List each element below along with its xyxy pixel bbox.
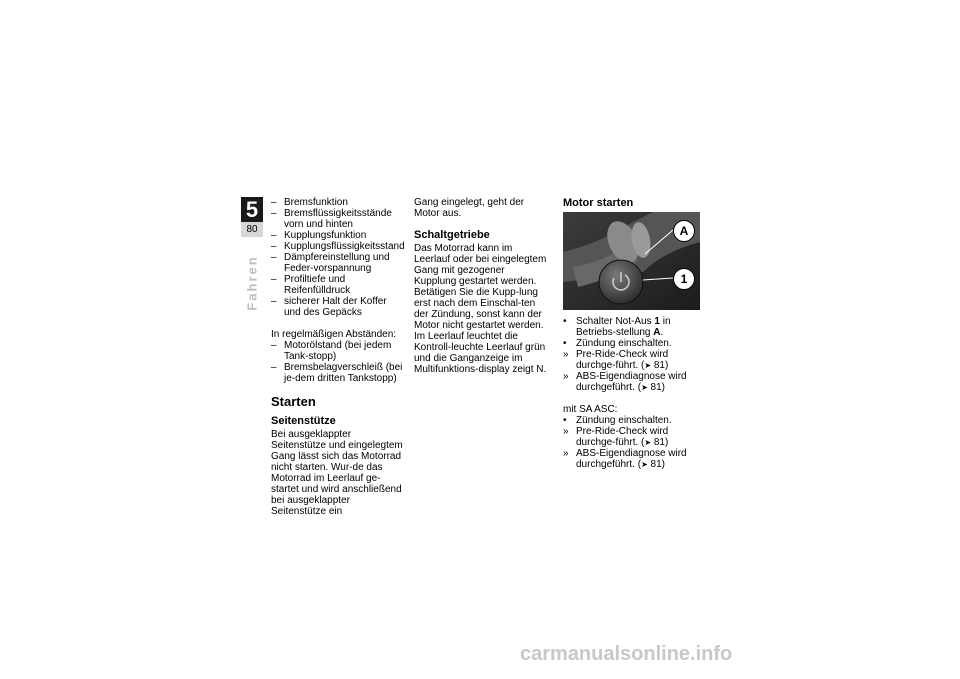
- column-1: [271, 197, 406, 517]
- subsection-title-motor-starten: Motor starten: [563, 197, 634, 209]
- xref-arrow-icon: ➤: [644, 361, 652, 370]
- check-list: [271, 197, 406, 318]
- list-item: – Motorölstand (bei jedem Tank-stopp): [271, 340, 392, 362]
- interval-list: [271, 340, 406, 384]
- page-reference[interactable]: (➤ 81): [637, 382, 666, 393]
- list-item: – Bremsflüssigkeitsstände vorn und hinten: [271, 208, 392, 230]
- watermark: carmanualsonline.info: [520, 643, 733, 665]
- figure-label-1: 1: [673, 268, 695, 290]
- list-item: – Dämpfereinstellung und Feder-vorspannung: [271, 252, 390, 274]
- sa-asc-steps: [563, 415, 700, 470]
- continued-text: Gang eingelegt, geht der Motor aus.: [414, 197, 525, 219]
- chapter-title-text: Fahren: [244, 255, 260, 311]
- column-3: [563, 197, 700, 470]
- start-steps: [563, 316, 700, 393]
- chapter-tab: [241, 197, 263, 237]
- list-item: » Pre-Ride-Check wird durchge-führt. (➤ 81): [563, 426, 669, 448]
- seitenstuetze-text: Bei ausgeklappter Seitenstütze und eingelegtem Gang lässt sich das Motorrad nicht starten. Wur-de das Motorrad im Leerlauf ge-startet und wird anschließend bei ausgeklappter Seitenstütze ein: [271, 429, 403, 517]
- schaltgetriebe-text-1: Das Motorrad kann im Leerlauf oder bei eingelegtem Gang mit gezogener Kupplung gestartet werden. Betätigen Sie die Kupp-lung erst nach dem Einschal-ten der Zündung, sonst kann der Motor nicht gestartet werden.: [414, 243, 547, 331]
- subsection-title-seitenstuetze: Seitenstütze: [271, 415, 336, 427]
- xref-arrow-icon: ➤: [641, 383, 648, 392]
- subsection-title-schaltgetriebe: Schaltgetriebe: [414, 229, 490, 241]
- list-item: – Bremsfunktion: [271, 197, 348, 208]
- page-reference[interactable]: (➤ 81): [637, 459, 666, 470]
- kill-switch-figure: [563, 212, 700, 310]
- list-item: – Kupplungsfunktion: [271, 230, 367, 241]
- page-number: 80: [241, 222, 263, 237]
- list-item: – Profiltiefe und Reifenfülldruck: [271, 274, 351, 296]
- list-item: – Kupplungsflüssigkeitsstand: [271, 241, 405, 252]
- list-item: – Bremsbelagverschleiß (bei je-dem dritten Tankstopp): [271, 362, 403, 384]
- page-reference[interactable]: (➤ 81): [641, 437, 669, 448]
- intervals-intro: In regelmäßigen Abständen:: [271, 329, 397, 340]
- list-item: » Pre-Ride-Check wird durchge-führt. (➤ 81): [563, 349, 669, 371]
- list-item: • Zündung einschalten.: [563, 338, 672, 349]
- sa-asc-intro: mit SA ASC:: [563, 404, 618, 415]
- list-item: » ABS-Eigendiagnose wird durchgeführt. (➤ 81): [563, 448, 687, 470]
- page-reference[interactable]: (➤ 81): [641, 360, 669, 371]
- xref-arrow-icon: ➤: [641, 460, 648, 469]
- list-item: – sicherer Halt der Koffer und des Gepäcks: [271, 296, 387, 318]
- list-item: • Zündung einschalten.: [563, 415, 672, 426]
- xref-arrow-icon: ➤: [644, 438, 652, 447]
- schaltgetriebe-text-2: Im Leerlauf leuchtet die Kontroll-leuchte Leerlauf grün und die Ganganzeige im Multifunktions-display zeigt N.: [414, 331, 547, 375]
- figure-label-a: A: [673, 220, 695, 242]
- column-2: [414, 197, 548, 375]
- chapter-number: 5: [241, 197, 263, 222]
- list-item: » ABS-Eigendiagnose wird durchgeführt. (➤ 81): [563, 371, 687, 393]
- section-title-starten: Starten: [271, 394, 316, 409]
- list-item: • Schalter Not-Aus 1 in Betriebs-stellung A.: [563, 316, 671, 338]
